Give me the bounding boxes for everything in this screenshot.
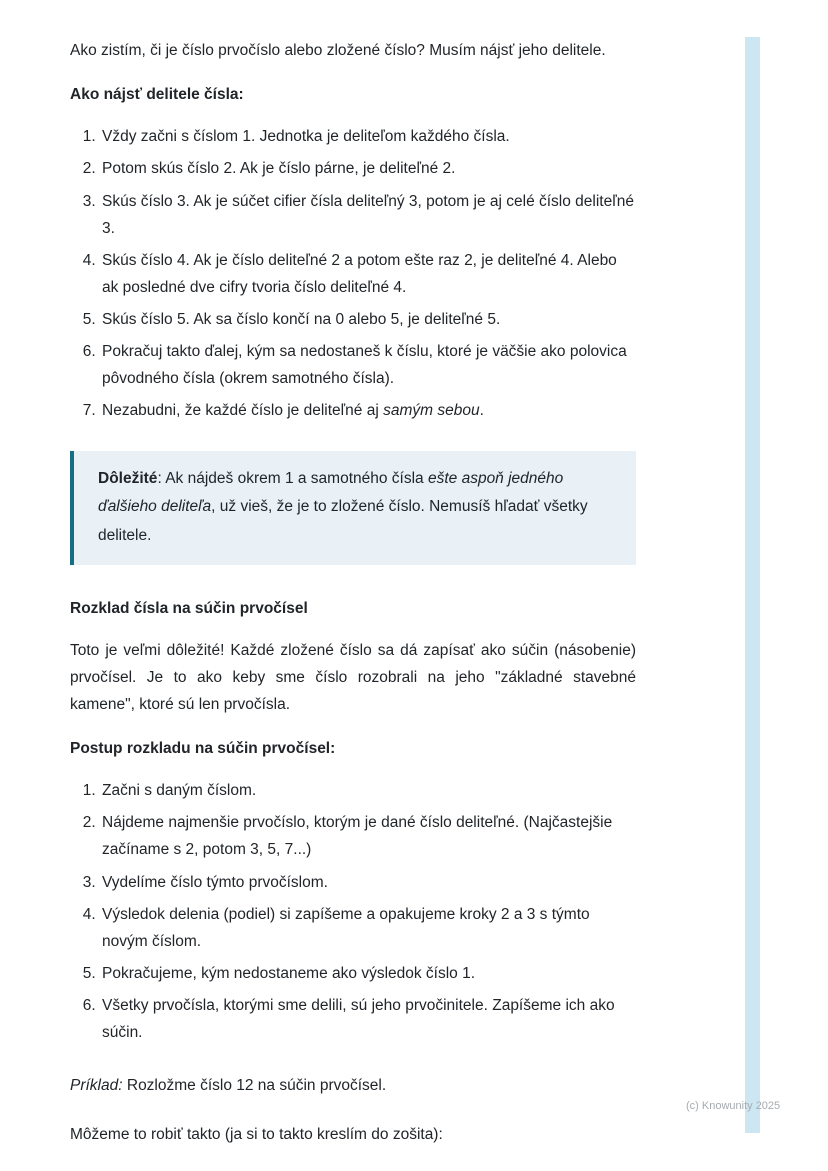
intro-paragraph: Ako zistím, či je číslo prvočíslo alebo zložené číslo? Musím nájsť jeho delitele. [70, 42, 606, 59]
callout-text [98, 465, 616, 551]
scrollbar-thumb[interactable] [745, 37, 760, 1133]
callout-body: , už vieš, že je to zložené číslo. Nemusíš hľadať všetky delitele. [98, 498, 588, 544]
list-item: 3. Skús číslo 3. Ak je súčet cifier čísla deliteľný 3, potom je aj celé číslo deliteľné 3. [100, 188, 636, 242]
example-text: Rozložme číslo 12 na súčin prvočísel. [122, 1077, 387, 1095]
list-item: 1. Začni s daným číslom. [100, 777, 636, 804]
list-item-emphasis: samým sebou [383, 402, 480, 420]
list-item: 2. Nájdeme najmenšie prvočíslo, ktorým je dané číslo deliteľné. (Najčastejšie začíname s 2, potom 3, 5, 7...) [100, 809, 636, 863]
list-item: 6. Všetky prvočísla, ktorými sme delili, sú jeho prvočinitele. Zapíšeme ich ako súčin. [100, 992, 636, 1046]
callout-label: Dôležité [98, 469, 158, 487]
list-item: 1. Vždy začni s číslom 1. Jednotka je deliteľom každého čísla. [100, 123, 636, 150]
list-item: 3. Vydelíme číslo týmto prvočíslom. [100, 869, 636, 896]
callout-emphasis: ešte aspoň jedného ďalšieho deliteľa [98, 469, 564, 516]
list-item-text: Nezabudni, že každé číslo je deliteľné aj [102, 402, 384, 420]
procedure-steps-list [70, 777, 636, 1046]
list-item: 6. Pokračuj takto ďalej, kým sa nedostaneš k číslu, ktoré je väčšie ako polovica pôvodného čísla (okrem samotného čísla). [100, 338, 636, 392]
factorization-heading: Rozklad čísla na súčin prvočísel [70, 599, 308, 617]
factorization-paragraph: Toto je veľmi dôležité! Každé zložené číslo sa dá zapísať ako súčin (násobenie) prvočísel. Je to ako keby sme číslo rozobrali na jeho "základné stavebné kamene", ktoré sú len prvočísla. [70, 641, 636, 713]
callout-body: : Ak nájdeš okrem 1 a samotného čísla [157, 469, 428, 487]
list-item-text: . [479, 402, 484, 420]
watermark: (c) Knowunity 2025 [686, 1100, 781, 1112]
example-paragraph [70, 1072, 636, 1099]
example-label: Príklad: [70, 1077, 123, 1095]
list-item [100, 397, 636, 424]
list-item: 4. Výsledok delenia (podiel) si zapíšeme a opakujeme kroky 2 a 3 s týmto novým číslom. [100, 901, 636, 955]
list-item: 4. Skús číslo 4. Ak je číslo deliteľné 2 a potom ešte raz 2, je deliteľné 4. Alebo ak posledné dve cifry tvoria číslo deliteľné 4. [100, 247, 636, 301]
divisor-steps-list [70, 123, 636, 424]
important-callout [70, 451, 636, 565]
divisors-heading: Ako nájsť delitele čísla: [70, 86, 244, 104]
procedure-heading: Postup rozkladu na súčin prvočísel: [70, 740, 336, 758]
list-item: 2. Potom skús číslo 2. Ak je číslo párne, je deliteľné 2. [100, 155, 636, 182]
closing-paragraph: Môžeme to robiť takto (ja si to takto kreslím do zošita): [70, 1126, 443, 1144]
document-content [70, 37, 636, 1166]
list-item: 5. Pokračujeme, kým nedostaneme ako výsledok číslo 1. [100, 960, 636, 987]
list-item: 5. Skús číslo 5. Ak sa číslo končí na 0 alebo 5, je deliteľné 5. [100, 306, 636, 333]
